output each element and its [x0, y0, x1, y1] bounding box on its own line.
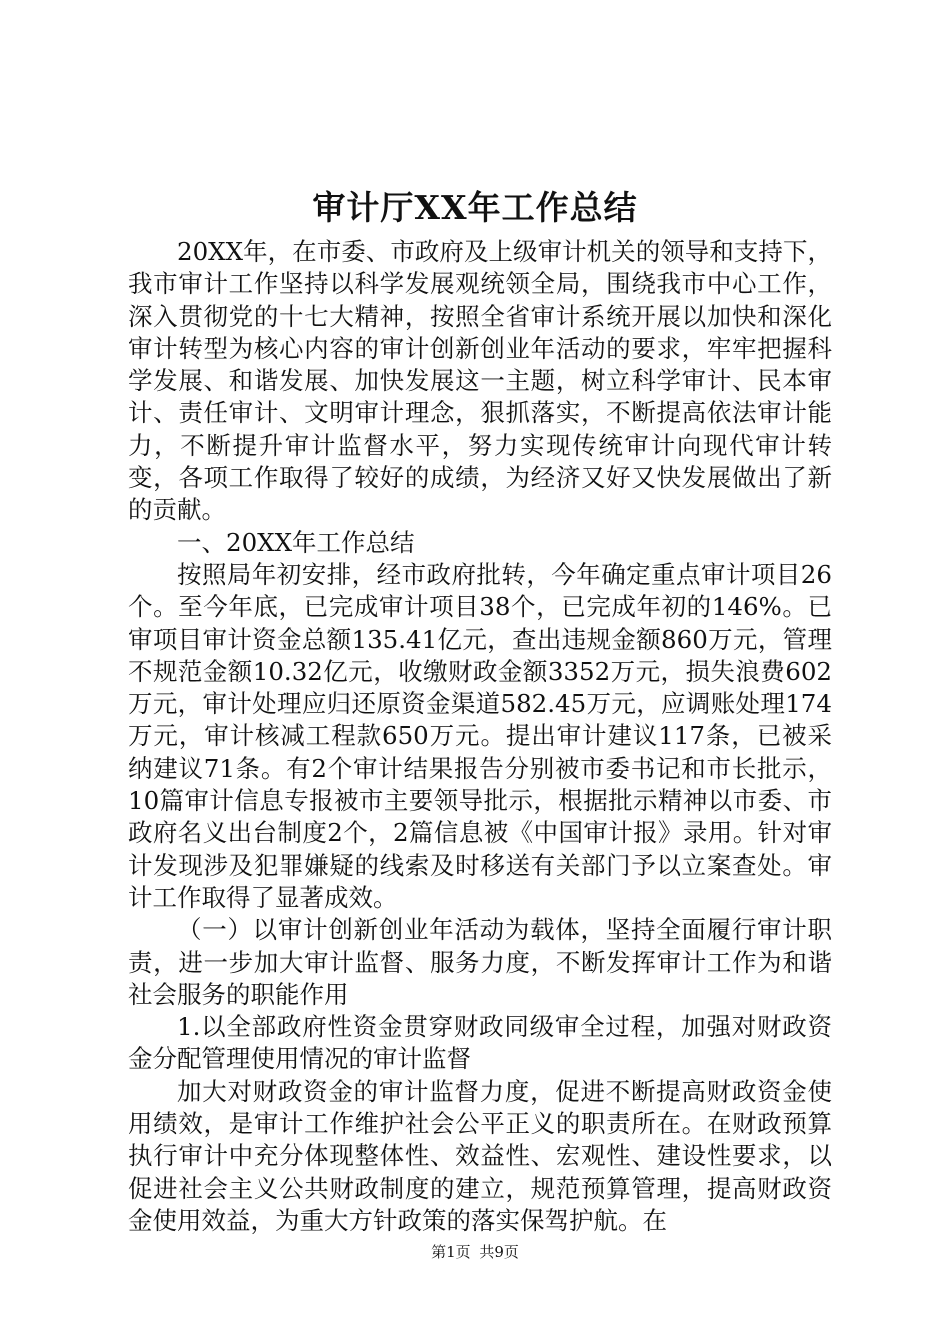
document-body — [128, 236, 832, 1237]
page-footer — [0, 1242, 950, 1262]
paragraph-finance-audit: 加大对财政资金的审计监督力度，促进不断提高财政资金使用绩效，是审计工作维护社会公平正义的职责所在。在财政预算执行审计中充分体现整体性、效益性、宏观性、建设性要求，以促进社会主义公共财政制度的建立，规范预算管理，提高财政资金使用效益，为重大方针政策的落实保驾护航。在 — [128, 1076, 832, 1235]
section-heading-1: 一、20XX年工作总结 — [177, 527, 415, 557]
page-total: 共9页 — [479, 1243, 519, 1261]
subsection-heading-1: （一）以审计创新创业年活动为载体，坚持全面履行审计职责，进一步加大审计监督、服务力度，不断发挥审计工作为和谐社会服务的职能作用 — [128, 915, 832, 1009]
item-heading-1: 1.以全部政府性资金贯穿财政同级审全过程，加强对财政资金分配管理使用情况的审计监督 — [128, 1012, 832, 1074]
paragraph-intro: 20XX年，在市委、市政府及上级审计机关的领导和支持下，我市审计工作坚持以科学发展观统领全局，围绕我市中心工作，深入贯彻党的十七大精神，按照全省审计系统开展以加快和深化审计转型为核心内容的审计创新创业年活动的要求，牢牢把握科学发展、和谐发展、加快发展这一主题，树立科学审计、民本审计、责任审计、文明审计理念，狠抓落实，不断提高依法审计能力，不断提升审计监督水平，努力实现传统审计向现代审计转变，各项工作取得了较好的成绩，为经济又好又快发展做出了新的贡献。 — [128, 237, 832, 525]
page-number: 第1页 — [431, 1243, 471, 1261]
paragraph-summary: 按照局年初安排，经市政府批转，今年确定重点审计项目26个。至今年底，已完成审计项目38个，已完成年初的146%。已审项目审计资金总额135.41亿元，查出违规金额860万元，管理不规范金额10.32亿元，收缴财政金额3352万元，损失浪费602万元，审计处理应归还原资金渠道582.45万元，应调账处理174万元，审计核减工程款650万元。提出审计建议117条，已被采纳建议71条。有2个审计结果报告分别被市委书记和市长批示，10篇审计信息专报被市主要领导批示，根据批示精神以市委、市政府名义出台制度2个，2篇信息被《中国审计报》录用。针对审计发现涉及犯罪嫌疑的线索及时移送有关部门予以立案查处。审计工作取得了显著成效。 — [128, 559, 832, 912]
document-title: 审计厅XX年工作总结 — [312, 188, 638, 227]
